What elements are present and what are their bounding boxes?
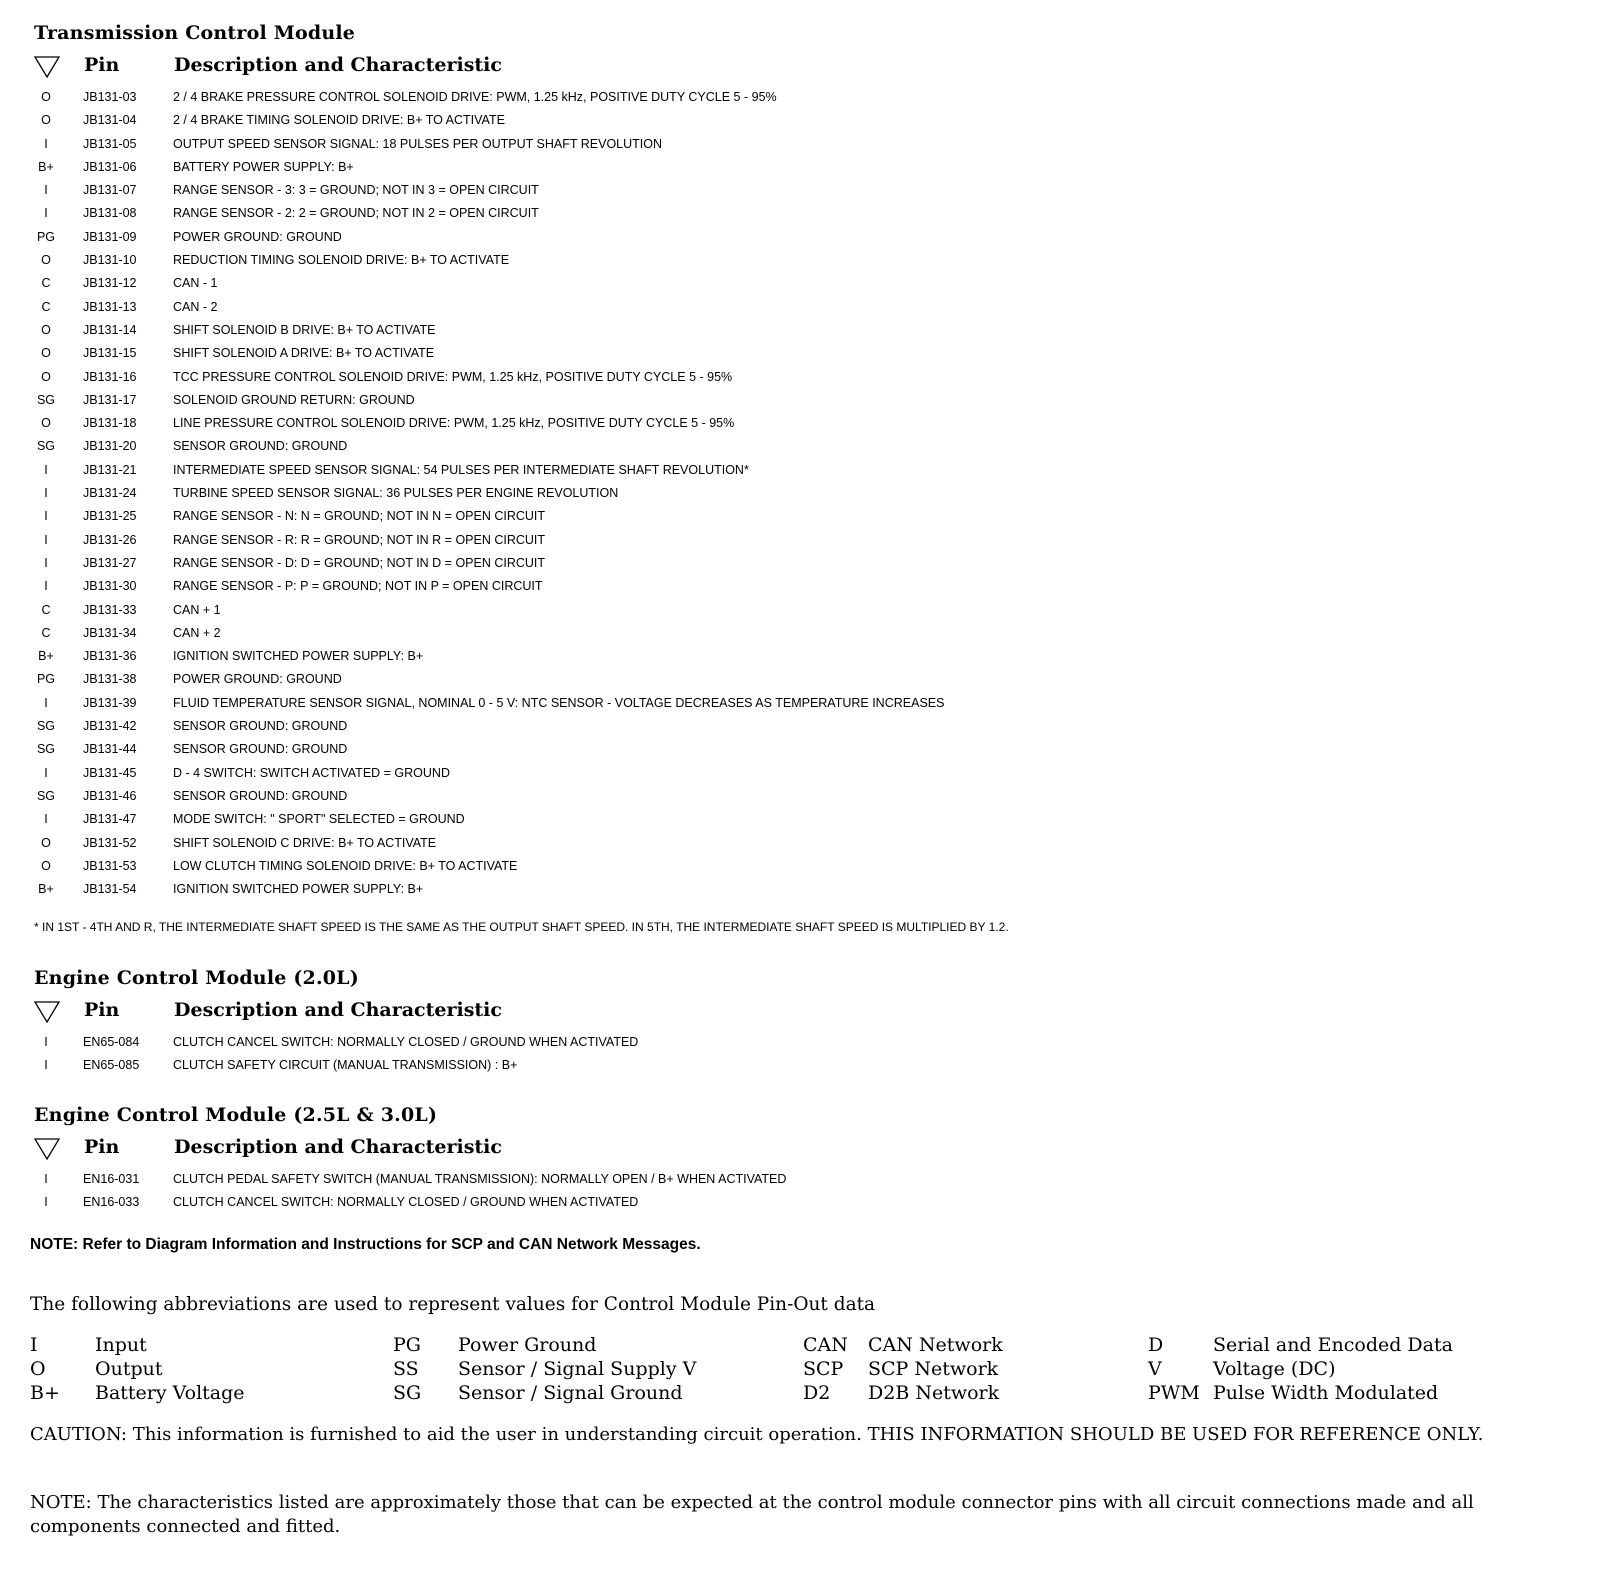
signal-type: SG bbox=[36, 742, 56, 757]
abbr-code: PG bbox=[393, 1334, 421, 1356]
signal-type: O bbox=[41, 253, 51, 268]
pin-id: JB131-30 bbox=[83, 579, 137, 594]
pin-row bbox=[0, 202, 1600, 225]
pin-row bbox=[0, 808, 1600, 831]
pin-id: JB131-12 bbox=[83, 276, 137, 291]
signal-type: I bbox=[44, 183, 48, 198]
pin-row bbox=[0, 1031, 1600, 1054]
pin-id: JB131-15 bbox=[83, 346, 137, 361]
pin-description: CAN - 2 bbox=[173, 299, 218, 314]
signal-type: I bbox=[44, 206, 48, 221]
pin-description: SHIFT SOLENOID C DRIVE: B+ TO ACTIVATE bbox=[173, 835, 437, 850]
abbr-meaning: Power Ground bbox=[458, 1334, 597, 1356]
signal-type: I bbox=[44, 509, 48, 524]
pin-description: FLUID TEMPERATURE SENSOR SIGNAL, NOMINAL 0 - 5 V: NTC SENSOR - VOLTAGE DECREASES AS TEMPERATURE INCREASES bbox=[173, 695, 945, 710]
signal-type: PG bbox=[36, 672, 56, 687]
tcm-footnote: * IN 1ST - 4TH AND R, THE INTERMEDIATE SHAFT SPEED IS THE SAME AS THE OUTPUT SHAFT SPEED. IN 5TH, THE INTERMEDIATE SHAFT SPEED IS MULTIPLIED BY 1.2. bbox=[34, 920, 1009, 934]
pin-description: CAN - 1 bbox=[173, 276, 218, 291]
pin-id: JB131-26 bbox=[83, 532, 137, 547]
signal-type: O bbox=[41, 113, 51, 128]
abbr-meaning: Input bbox=[95, 1334, 147, 1356]
pin-description: CLUTCH CANCEL SWITCH: NORMALLY CLOSED / GROUND WHEN ACTIVATED bbox=[173, 1195, 639, 1210]
pin-row bbox=[0, 459, 1600, 482]
signal-type: I bbox=[44, 695, 48, 710]
signal-type: SG bbox=[36, 719, 56, 734]
signal-type: O bbox=[41, 322, 51, 337]
pin-id: JB131-07 bbox=[83, 183, 137, 198]
pin-description: RANGE SENSOR - R: R = GROUND; NOT IN R = OPEN CIRCUIT bbox=[173, 532, 546, 547]
abbr-meaning: CAN Network bbox=[868, 1334, 1003, 1356]
abbr-code: SG bbox=[393, 1382, 422, 1404]
ecm-20-pin-table bbox=[0, 1031, 1600, 1078]
abbreviations-legend bbox=[0, 1333, 1600, 1413]
pin-id: JB131-54 bbox=[83, 882, 137, 897]
pin-row bbox=[0, 482, 1600, 505]
pin-row bbox=[0, 109, 1600, 132]
signal-type: SG bbox=[36, 788, 56, 803]
signal-type-triangle-icon bbox=[34, 1138, 60, 1160]
tcm-pin-table bbox=[0, 86, 1600, 901]
abbr-code: B+ bbox=[30, 1382, 60, 1404]
pin-row bbox=[0, 832, 1600, 855]
pin-id: JB131-27 bbox=[83, 555, 137, 570]
pin-row bbox=[0, 412, 1600, 435]
signal-type: O bbox=[41, 416, 51, 431]
pin-row bbox=[0, 435, 1600, 458]
pin-id: JB131-46 bbox=[83, 788, 137, 803]
pin-id: EN65-085 bbox=[83, 1058, 140, 1073]
signal-type: I bbox=[44, 555, 48, 570]
pin-description: 2 / 4 BRAKE PRESSURE CONTROL SOLENOID DRIVE: PWM, 1.25 kHz, POSITIVE DUTY CYCLE 5 - 95% bbox=[173, 90, 777, 104]
pin-description: RANGE SENSOR - P: P = GROUND; NOT IN P = OPEN CIRCUIT bbox=[173, 579, 543, 594]
abbr-meaning: Sensor / Signal Ground bbox=[458, 1382, 683, 1404]
signal-type-triangle-icon bbox=[34, 56, 60, 78]
pin-id: JB131-34 bbox=[83, 625, 137, 640]
pin-row bbox=[0, 249, 1600, 272]
pin-row bbox=[0, 692, 1600, 715]
ecm-25-table-header bbox=[34, 1136, 1234, 1164]
abbr-code: D2 bbox=[803, 1382, 831, 1404]
pin-id: JB131-52 bbox=[83, 835, 137, 850]
pin-description: SENSOR GROUND: GROUND bbox=[173, 742, 348, 757]
pin-id: JB131-08 bbox=[83, 206, 137, 221]
signal-type: I bbox=[44, 765, 48, 780]
abbr-meaning: Output bbox=[95, 1358, 163, 1380]
pin-row bbox=[0, 133, 1600, 156]
characteristics-note: NOTE: The characteristics listed are approximately those that can be expected at the control module connector pins with all circuit connections made and all components connected and fitted. bbox=[30, 1492, 1474, 1537]
tcm-table-header bbox=[34, 54, 1234, 82]
pin-row bbox=[0, 878, 1600, 901]
pin-id: JB131-06 bbox=[83, 159, 137, 174]
pin-description: OUTPUT SPEED SENSOR SIGNAL: 18 PULSES PER OUTPUT SHAFT REVOLUTION bbox=[173, 136, 663, 151]
pin-column-header: Pin bbox=[84, 999, 120, 1021]
pin-id: JB131-21 bbox=[83, 462, 137, 477]
signal-type: O bbox=[41, 858, 51, 873]
pin-id: JB131-45 bbox=[83, 765, 137, 780]
pin-description: TURBINE SPEED SENSOR SIGNAL: 36 PULSES PER ENGINE REVOLUTION bbox=[173, 486, 619, 501]
pin-row bbox=[0, 668, 1600, 691]
pin-id: JB131-10 bbox=[83, 253, 137, 268]
pin-id: JB131-33 bbox=[83, 602, 137, 617]
abbreviations-intro: The following abbreviations are used to represent values for Control Module Pin-Out data bbox=[30, 1294, 876, 1315]
signal-type: PG bbox=[36, 229, 56, 244]
pin-id: JB131-04 bbox=[83, 113, 137, 128]
pin-row bbox=[0, 552, 1600, 575]
pin-id: JB131-53 bbox=[83, 858, 137, 873]
abbr-meaning: D2B Network bbox=[868, 1382, 1000, 1404]
abbr-code: O bbox=[30, 1358, 46, 1380]
pin-description: BATTERY POWER SUPPLY: B+ bbox=[173, 159, 354, 174]
ecm-25-pin-table bbox=[0, 1168, 1600, 1215]
pin-description: LINE PRESSURE CONTROL SOLENOID DRIVE: PWM, 1.25 kHz, POSITIVE DUTY CYCLE 5 - 95% bbox=[173, 416, 735, 431]
pin-description: SHIFT SOLENOID B DRIVE: B+ TO ACTIVATE bbox=[173, 322, 436, 337]
abbr-meaning: SCP Network bbox=[868, 1358, 999, 1380]
pin-row bbox=[0, 505, 1600, 528]
description-column-header: Description and Characteristic bbox=[174, 1136, 502, 1158]
abbr-meaning: Pulse Width Modulated bbox=[1213, 1382, 1439, 1404]
pin-row bbox=[0, 1191, 1600, 1214]
pin-description: CLUTCH SAFETY CIRCUIT (MANUAL TRANSMISSION) : B+ bbox=[173, 1058, 518, 1073]
ecm-20-table-header bbox=[34, 999, 1234, 1027]
signal-type: O bbox=[41, 346, 51, 361]
pin-description: IGNITION SWITCHED POWER SUPPLY: B+ bbox=[173, 882, 424, 897]
pin-description: POWER GROUND: GROUND bbox=[173, 672, 342, 687]
pin-id: JB131-17 bbox=[83, 392, 137, 407]
pin-row bbox=[0, 1168, 1600, 1191]
pin-id: JB131-47 bbox=[83, 812, 137, 827]
pin-id: EN65-084 bbox=[83, 1035, 140, 1049]
pin-row bbox=[0, 156, 1600, 179]
pin-row bbox=[0, 715, 1600, 738]
pin-id: JB131-13 bbox=[83, 299, 137, 314]
pin-row bbox=[0, 179, 1600, 202]
signal-type: I bbox=[44, 1195, 48, 1210]
pin-id: JB131-05 bbox=[83, 136, 137, 151]
description-column-header: Description and Characteristic bbox=[174, 999, 502, 1021]
pin-column-header: Pin bbox=[84, 1136, 120, 1158]
signal-type: I bbox=[44, 1058, 48, 1073]
signal-type: B+ bbox=[38, 882, 54, 897]
abbr-code: PWM bbox=[1148, 1382, 1200, 1404]
abbr-meaning: Voltage (DC) bbox=[1213, 1358, 1336, 1380]
description-column-header: Description and Characteristic bbox=[174, 54, 502, 76]
pin-description: RANGE SENSOR - 3: 3 = GROUND; NOT IN 3 = OPEN CIRCUIT bbox=[173, 183, 539, 198]
abbr-code: SCP bbox=[803, 1358, 844, 1380]
pin-row bbox=[0, 342, 1600, 365]
pin-id: JB131-44 bbox=[83, 742, 137, 757]
pin-description: CLUTCH PEDAL SAFETY SWITCH (MANUAL TRANSMISSION): NORMALLY OPEN / B+ WHEN ACTIVATED bbox=[173, 1172, 787, 1186]
signal-type: SG bbox=[36, 439, 56, 454]
pin-description: SENSOR GROUND: GROUND bbox=[173, 439, 348, 454]
pin-description: SHIFT SOLENOID A DRIVE: B+ TO ACTIVATE bbox=[173, 346, 435, 361]
pin-id: JB131-39 bbox=[83, 695, 137, 710]
signal-type: SG bbox=[36, 392, 56, 407]
caution-note: CAUTION: This information is furnished to aid the user in understanding circuit operation. THIS INFORMATION SHOULD BE USED FOR REFERENCE ONLY. bbox=[30, 1424, 1484, 1445]
abbr-code: D bbox=[1148, 1334, 1164, 1356]
pin-row bbox=[0, 529, 1600, 552]
abbr-code: CAN bbox=[803, 1334, 848, 1356]
signal-type-triangle-icon bbox=[34, 1001, 60, 1023]
pin-row bbox=[0, 1054, 1600, 1077]
pin-row bbox=[0, 272, 1600, 295]
abbr-code: I bbox=[30, 1334, 38, 1356]
pin-description: SENSOR GROUND: GROUND bbox=[173, 719, 348, 734]
tcm-section-title: Transmission Control Module bbox=[34, 22, 356, 44]
pin-row bbox=[0, 226, 1600, 249]
pin-id: EN16-031 bbox=[83, 1172, 140, 1186]
pin-id: JB131-16 bbox=[83, 369, 137, 384]
signal-type: C bbox=[41, 602, 51, 617]
signal-type: B+ bbox=[38, 159, 54, 174]
pin-description: TCC PRESSURE CONTROL SOLENOID DRIVE: PWM, 1.25 kHz, POSITIVE DUTY CYCLE 5 - 95% bbox=[173, 369, 733, 384]
pin-row bbox=[0, 296, 1600, 319]
pin-id: JB131-14 bbox=[83, 322, 137, 337]
pin-id: JB131-18 bbox=[83, 416, 137, 431]
pin-description: SOLENOID GROUND RETURN: GROUND bbox=[173, 392, 415, 407]
pin-id: JB131-25 bbox=[83, 509, 137, 524]
pin-description: INTERMEDIATE SPEED SENSOR SIGNAL: 54 PULSES PER INTERMEDIATE SHAFT REVOLUTION* bbox=[173, 462, 749, 477]
pin-row bbox=[0, 575, 1600, 598]
pin-id: JB131-09 bbox=[83, 229, 137, 244]
pin-description: SENSOR GROUND: GROUND bbox=[173, 788, 348, 803]
pin-description: CAN + 2 bbox=[173, 625, 221, 640]
signal-type: I bbox=[44, 1035, 48, 1049]
pin-row bbox=[0, 366, 1600, 389]
pin-row bbox=[0, 86, 1600, 109]
pin-column-header: Pin bbox=[84, 54, 120, 76]
pin-id: JB131-24 bbox=[83, 486, 137, 501]
pin-row bbox=[0, 645, 1600, 668]
pin-row bbox=[0, 389, 1600, 412]
signal-type: O bbox=[41, 835, 51, 850]
pin-description: CAN + 1 bbox=[173, 602, 221, 617]
signal-type: C bbox=[41, 299, 51, 314]
signal-type: I bbox=[44, 812, 48, 827]
network-note: NOTE: Refer to Diagram Information and Instructions for SCP and CAN Network Messages. bbox=[30, 1236, 701, 1253]
pin-description: RANGE SENSOR - N: N = GROUND; NOT IN N = OPEN CIRCUIT bbox=[173, 509, 546, 524]
pin-description: IGNITION SWITCHED POWER SUPPLY: B+ bbox=[173, 649, 424, 664]
signal-type: I bbox=[44, 486, 48, 501]
pin-description: MODE SWITCH: " SPORT" SELECTED = GROUND bbox=[173, 812, 465, 827]
signal-type: O bbox=[41, 369, 51, 384]
signal-type: I bbox=[44, 1172, 48, 1186]
pin-id: JB131-42 bbox=[83, 719, 137, 734]
pin-description: D - 4 SWITCH: SWITCH ACTIVATED = GROUND bbox=[173, 765, 450, 780]
ecm-25-section-title: Engine Control Module (2.5L & 3.0L) bbox=[34, 1104, 438, 1126]
pin-row bbox=[0, 855, 1600, 878]
pin-id: EN16-033 bbox=[83, 1195, 140, 1210]
pin-description: LOW CLUTCH TIMING SOLENOID DRIVE: B+ TO ACTIVATE bbox=[173, 858, 518, 873]
signal-type: I bbox=[44, 579, 48, 594]
pin-row bbox=[0, 599, 1600, 622]
abbr-code: SS bbox=[393, 1358, 419, 1380]
pin-description: CLUTCH CANCEL SWITCH: NORMALLY CLOSED / GROUND WHEN ACTIVATED bbox=[173, 1035, 639, 1049]
pin-id: JB131-03 bbox=[83, 90, 137, 104]
pin-row bbox=[0, 319, 1600, 342]
pin-id: JB131-36 bbox=[83, 649, 137, 664]
pin-description: REDUCTION TIMING SOLENOID DRIVE: B+ TO ACTIVATE bbox=[173, 253, 510, 268]
abbr-meaning: Sensor / Signal Supply V bbox=[458, 1358, 697, 1380]
signal-type: I bbox=[44, 462, 48, 477]
pin-description: RANGE SENSOR - 2: 2 = GROUND; NOT IN 2 = OPEN CIRCUIT bbox=[173, 206, 539, 221]
ecm-20-section-title: Engine Control Module (2.0L) bbox=[34, 967, 359, 989]
pin-description: 2 / 4 BRAKE TIMING SOLENOID DRIVE: B+ TO ACTIVATE bbox=[173, 113, 505, 128]
signal-type: I bbox=[44, 532, 48, 547]
pin-description: POWER GROUND: GROUND bbox=[173, 229, 342, 244]
abbr-meaning: Battery Voltage bbox=[95, 1382, 245, 1404]
signal-type: C bbox=[41, 625, 51, 640]
signal-type: I bbox=[44, 136, 48, 151]
signal-type: O bbox=[41, 90, 51, 104]
pin-id: JB131-38 bbox=[83, 672, 137, 687]
pin-row bbox=[0, 622, 1600, 645]
signal-type: B+ bbox=[38, 649, 54, 664]
pin-id: JB131-20 bbox=[83, 439, 137, 454]
abbr-code: V bbox=[1148, 1358, 1162, 1380]
pin-row bbox=[0, 762, 1600, 785]
pin-row bbox=[0, 785, 1600, 808]
pin-description: RANGE SENSOR - D: D = GROUND; NOT IN D = OPEN CIRCUIT bbox=[173, 555, 546, 570]
pin-row bbox=[0, 738, 1600, 761]
abbr-meaning: Serial and Encoded Data bbox=[1213, 1334, 1453, 1356]
signal-type: C bbox=[41, 276, 51, 291]
